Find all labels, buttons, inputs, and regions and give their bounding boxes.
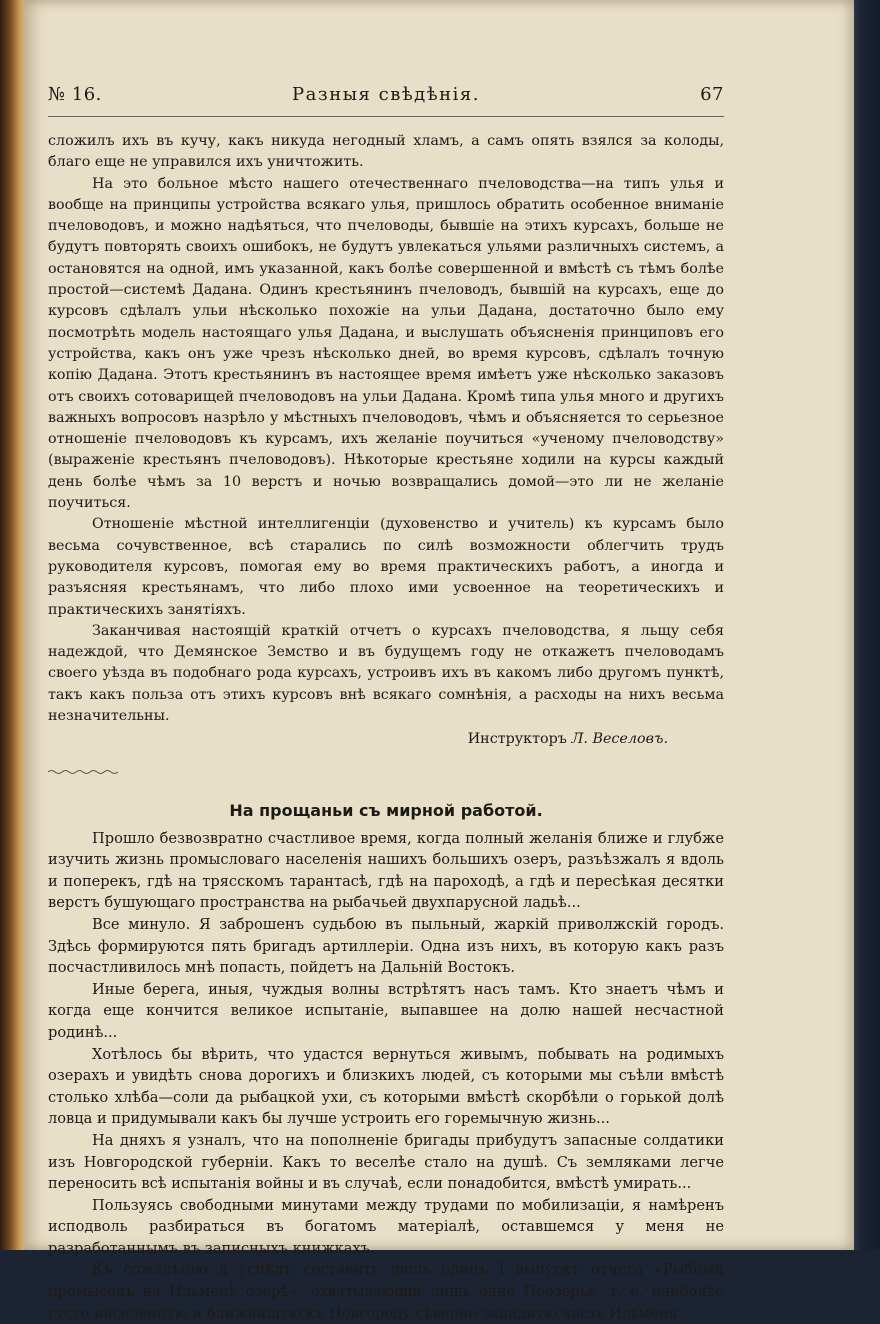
signature [48,729,724,750]
article-paragraph: Пользуясь свободными минутами между трудами по мобилизаціи, я намѣренъ исподволь разбираться въ богатомъ матеріалѣ, оставшемся у меня не разработаннымъ въ записныхъ книжкахъ. [48,1196,724,1257]
report-paragraph: На это больное мѣсто нашего отечественнаго пчеловодства—на типъ улья и вообще на принципы устройства всякаго улья, пришлось обратить особенное вниманіе пчеловодовъ, и можно надѣяться, что пчеловоды, бывшіе на этихъ курсахъ, больше не будутъ повторять своихъ ошибокъ, не будутъ увлекаться ульями различныхъ системъ, а остановятся на одной, имъ указанной, какъ болѣе совершенной и вмѣстѣ съ тѣмъ болѣе простой—системѣ Дадана. Одинъ крестьянинъ пчеловодъ, бывшій на курсахъ, еще до курсовъ сдѣлалъ ульи нѣсколько похожіе на ульи Дадана, достаточно было ему посмотрѣть модель настоящаго улья Дадана, и выслушать объясненія принциповъ его устройства, какъ онъ уже чрезъ нѣсколько дней, во время курсовъ, сдѣлалъ точную копію Дадана. Этотъ крестьянинъ въ настоящее время имѣетъ уже нѣсколько заказовъ отъ своихъ сотоварищей пчеловодовъ на ульи Дадана. Кромѣ типа улья много и другихъ важныхъ вопросовъ назрѣло у мѣстныхъ пчеловодовъ, чѣмъ и объясняется то серьезное отношеніе пчеловодовъ къ курсамъ, ихъ желаніе поучиться «ученому пчеловодству» (выраженіе крестьянъ пчеловодовъ). Нѣкоторые крестьяне ходили на курсы каждый день болѣе чѣмъ за 10 верстъ и ночью возвращались домой—это ли не желаніе поучиться. [48,175,724,512]
report-paragraph: сложилъ ихъ въ кучу, какъ никуда негодный хламъ, а самъ опять взялся за колоды, благо еще не управился ихъ уничтожить. [48,133,724,171]
article-paragraph: Все минуло. Я заброшенъ судьбою въ пыльный, жаркій приволжскій городъ. Здѣсь формируются пять бригадъ артиллеріи. Одна изъ нихъ, въ которую какъ разъ посчастливилось мнѣ попасть, пойдетъ на Дальній Востокъ. [48,915,724,977]
article-paragraph: Прошло безвозвратно счастливое время, когда полный желанія ближе и глубже изучить жизнь промысловаго населенія нашихъ большихъ озеръ, разъѣзжалъ я вдоль и поперекъ, гдѣ на трясскомъ тарантасѣ, гдѣ на пароходѣ, а гдѣ и пересѣкая десятки верстъ бушующаго пространства на рыбачьей двухпарусной ладьѣ... [48,829,724,912]
page-content [48,82,724,1324]
signature-prefix: Инструкторъ [467,731,567,748]
article-paragraph: На дняхъ я узналъ, что на пополненіе бригады прибудутъ запасные солдатики изъ Новгородской губерніи. Какъ то веселѣе стало на душѣ. Съ земляками легче переносить всѣ испытанія войны и въ случаѣ, если понадобится, вмѣстѣ умирать... [48,1131,724,1193]
report-paragraph: Заканчивая настоящій краткій отчетъ о курсахъ пчеловодства, я льщу себя надеждой, что Демянское Земство и въ будущемъ году не откажетъ пчеловодамъ своего уѣзда въ подобнаго рода курсахъ, устроивъ ихъ въ какомъ либо другомъ пунктѣ, такъ какъ польза отъ этихъ курсовъ внѣ всякаго сомнѣнія, а расходы на нихъ весьма незначительны. [48,622,724,725]
article-title: На прощаньи съ мирной работой. [229,800,543,820]
article-paragraph: Иные берега, иныя, чуждыя волны встрѣтятъ насъ тамъ. Кто знаетъ чѣмъ и когда еще кончится великое испытаніе, выпавшее на долю нашей несчастной родинѣ... [48,980,724,1041]
signature-name: Л. Веселовъ. [571,731,668,748]
article-paragraph: Къ сожалѣнію я успѣлъ составить лишь одинъ I выпускъ отчета «Рыбный промыселъ на Ильменѣ озерѣ», охватывающій лишь одно Поозерье, т. е. наиболѣе густо населенную и ближайшую къ Новгороду сѣверно-западную часть Ильменя. [48,1261,724,1322]
page-number: 67 [700,84,724,105]
article-paragraph: Хотѣлось бы вѣрить, что удастся вернуться живымъ, побывать на родимыхъ озерахъ и увидѣть снова дорогихъ и близкихъ людей, съ которыми мы съѣли вмѣстѣ столько хлѣба—соли да рыбацкой ухи, съ которыми вмѣстѣ скорбѣли о горькой долѣ ловца и придумывали какъ бы лучше устроить его горемычную жизнь... [48,1045,724,1128]
book-spine [0,0,26,1250]
report-paragraph: Отношеніе мѣстной интеллигенціи (духовенство и учитель) къ курсамъ было весьма сочувственное, всѣ старались по силѣ возможности облегчить трудъ руководителя курсовъ, помогая ему во время практическихъ работъ, а иногда и разъясняя крестьянамъ, что либо плохо ими усвоенное на теоретическихъ и практическихъ занятіяхъ. [48,516,724,618]
running-header [48,82,724,117]
wavy-divider [48,769,118,775]
book-page [24,0,854,1322]
report-body [48,131,724,751]
section-title: Разныя свѣдѣнія. [292,84,480,105]
issue-number: № 16. [48,84,102,105]
